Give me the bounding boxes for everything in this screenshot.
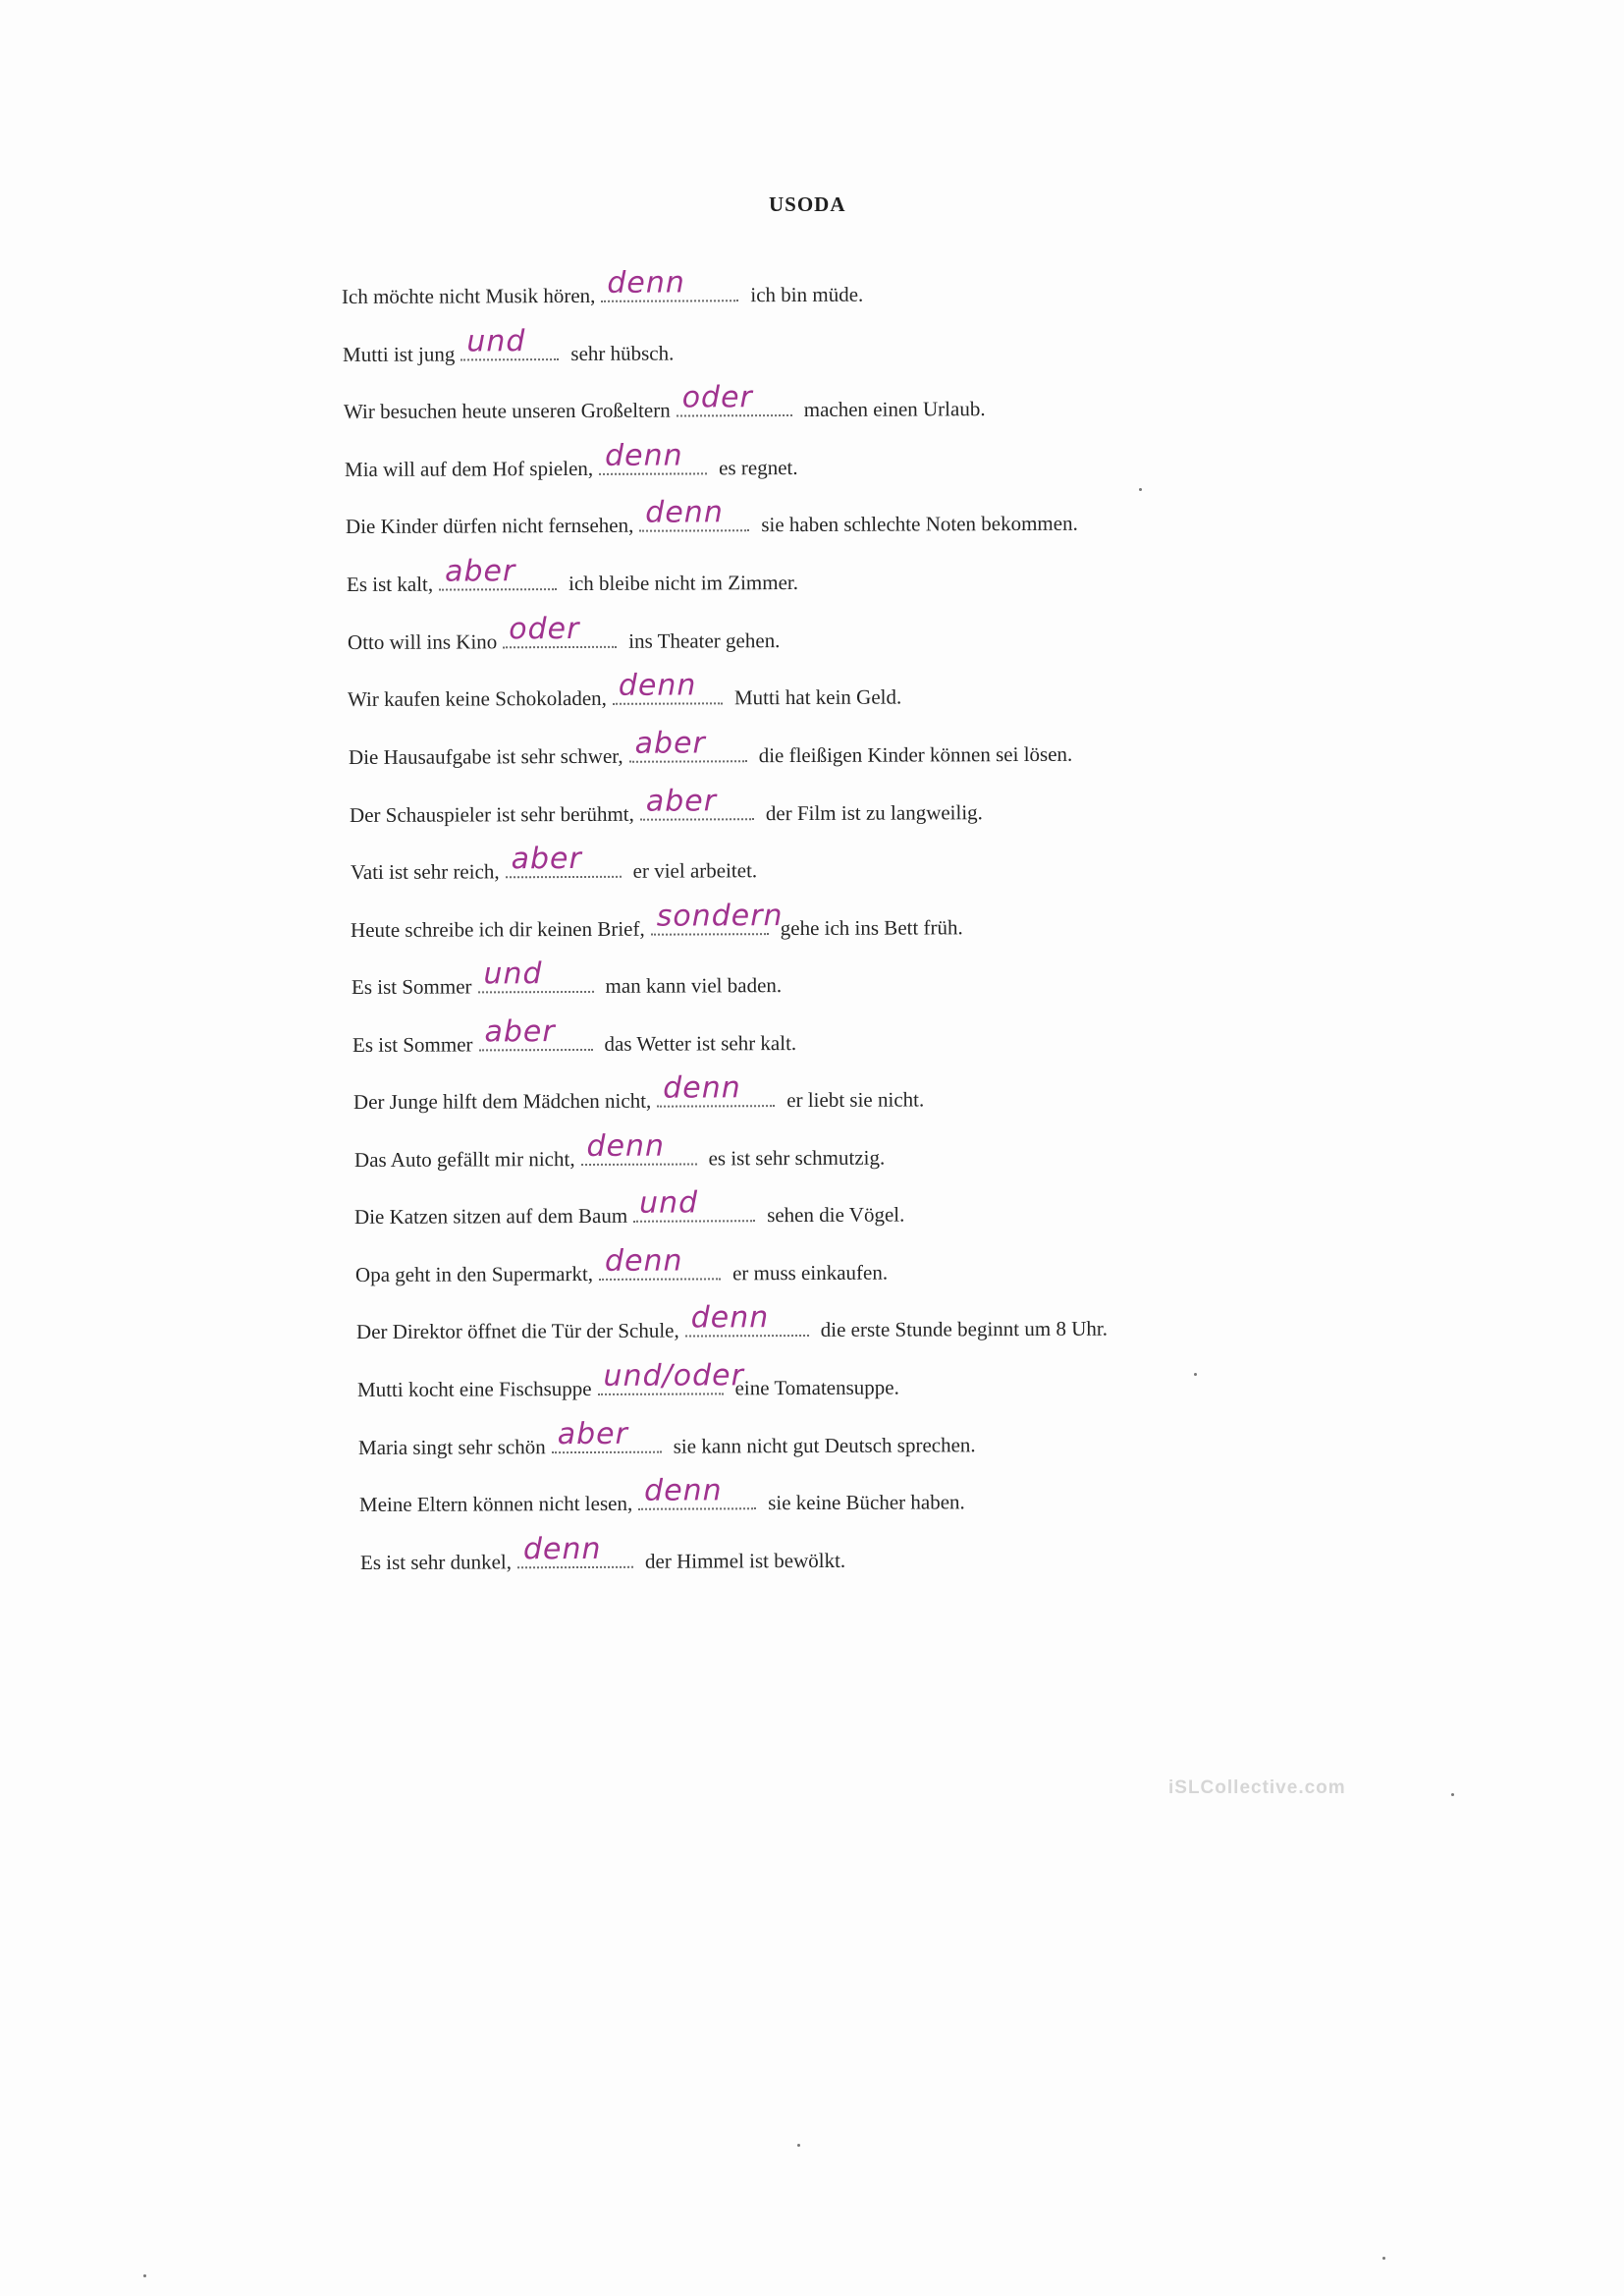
sentence-text-before: Opa geht in den Supermarkt, <box>354 1261 594 1286</box>
sentence-line <box>356 1358 899 1402</box>
sentence-line <box>342 324 675 367</box>
sentence-text-before: Wir kaufen keine Schokoladen, <box>347 685 607 711</box>
sentence-text-after: die erste Stunde beginnt um 8 Uhr. <box>820 1316 1108 1341</box>
handwritten-answer: denn <box>604 1243 683 1279</box>
watermark: iSLCollective.com <box>1168 1777 1346 1798</box>
answer-blank <box>640 784 754 821</box>
sentence-line <box>347 668 902 712</box>
sentence-text-after: es ist sehr schmutzig. <box>708 1145 886 1171</box>
sentence-text-after: der Film ist zu langweilig. <box>765 800 983 826</box>
scan-speck <box>1382 2257 1385 2260</box>
answer-blank <box>597 1358 744 1395</box>
sentence-line <box>344 438 798 482</box>
sentence-text-before: Otto will ins Kino <box>347 629 498 654</box>
sentence-line <box>351 957 783 1000</box>
answer-blank <box>503 611 617 649</box>
handwritten-answer: und <box>466 324 526 359</box>
handwritten-answer: aber <box>645 784 718 819</box>
sentence-line <box>352 1014 797 1058</box>
sentence-line <box>348 726 1073 770</box>
sentence-text-before: Wir besuchen heute unseren Großeltern <box>343 398 671 423</box>
sentence-text-after: sie kann nicht gut Deutsch sprechen. <box>673 1433 976 1458</box>
answer-blank <box>552 1416 662 1453</box>
handwritten-answer: aber <box>444 554 516 589</box>
answer-blank <box>651 899 784 936</box>
sentence-text-before: Mutti kocht eine Fischsuppe <box>356 1376 592 1401</box>
sentence-text-after: eine Tomatensuppe. <box>734 1375 899 1400</box>
answer-blank <box>633 1185 755 1223</box>
sentence-text-after: Mutti hat kein Geld. <box>733 684 902 710</box>
sentence-text-before: Es ist Sommer <box>351 974 472 999</box>
sentence-text-before: Die Katzen sitzen auf dem Baum <box>353 1203 628 1229</box>
sentence-text-before: Der Direktor öffnet die Tür der Schule, <box>355 1318 679 1343</box>
answer-blank <box>685 1300 809 1338</box>
answer-blank <box>601 265 738 302</box>
sentence-line <box>350 899 963 943</box>
sentence-line <box>359 1531 846 1575</box>
sentence-text-before: Vati ist sehr reich, <box>350 859 500 884</box>
handwritten-answer: denn <box>586 1128 666 1164</box>
sentence-text-after: es regnet. <box>719 455 798 480</box>
handwritten-answer: und/oder <box>603 1358 744 1394</box>
sentence-text-after: ich bleibe nicht im Zimmer. <box>568 570 799 596</box>
handwritten-answer: aber <box>557 1416 628 1452</box>
sentence-text-before: Es ist sehr dunkel, <box>359 1550 513 1574</box>
answer-blank <box>439 554 557 591</box>
sentence-text-before: Das Auto gefällt mir nicht, <box>353 1147 575 1172</box>
handwritten-answer: denn <box>607 265 685 301</box>
sentence-text-after: er viel arbeitet. <box>632 858 758 883</box>
handwritten-answer: denn <box>522 1531 602 1567</box>
sentence-line <box>353 1128 886 1173</box>
scan-speck <box>1139 488 1142 491</box>
sentence-text-before: Die Hausaufgabe ist sehr schwer, <box>348 743 623 769</box>
sentence-line <box>358 1473 965 1517</box>
sentence-text-before: Mia will auf dem Hof spielen, <box>344 456 594 481</box>
sentence-line <box>345 495 1078 539</box>
sentence-text-after: sehen die Vögel. <box>767 1202 905 1228</box>
handwritten-answer: oder <box>509 611 580 647</box>
handwritten-answer: denn <box>645 495 724 530</box>
sentence-line <box>346 554 799 597</box>
answer-blank <box>580 1128 696 1166</box>
handwritten-answer: denn <box>690 1300 770 1336</box>
sentence-text-after: ich bin müde. <box>750 282 864 307</box>
sentence-line <box>349 784 983 828</box>
sentence-text-after: man kann viel baden. <box>605 973 783 998</box>
sentence-text-after: ins Theater gehen. <box>628 629 781 653</box>
sentence-line <box>347 611 781 655</box>
sentence-text-before: Es ist Sommer <box>352 1032 473 1057</box>
sentence-line <box>354 1243 889 1287</box>
sentence-line <box>350 841 758 885</box>
sentence-text-before: Meine Eltern können nicht lesen, <box>358 1491 633 1516</box>
answer-blank <box>460 324 559 360</box>
sentence-text-after: er muss einkaufen. <box>731 1260 889 1285</box>
sentence-line <box>357 1416 976 1460</box>
handwritten-answer: aber <box>634 726 706 761</box>
handwritten-answer: denn <box>663 1070 741 1106</box>
answer-blank <box>477 957 593 994</box>
sentence-text-before: Der Junge hilft dem Mädchen nicht, <box>352 1088 652 1114</box>
handwritten-answer: denn <box>644 1473 723 1508</box>
sentence-text-after: der Himmel ist bewölkt. <box>644 1548 846 1573</box>
sentence-line <box>352 1070 925 1115</box>
sentence-text-before: Ich möchte nicht Musik hören, <box>341 283 596 308</box>
sentence-text-after: er liebt sie nicht. <box>786 1087 925 1113</box>
sentence-text-before: Mutti ist jung <box>342 342 456 366</box>
sentence-text-before: Es ist kalt, <box>346 572 434 596</box>
scan-speck <box>143 2274 146 2277</box>
answer-blank <box>599 438 707 474</box>
sentence-text-after: das Wetter ist sehr kalt. <box>604 1031 797 1056</box>
sentence-text-before: Der Schauspieler ist sehr berühmt, <box>349 801 634 827</box>
answer-blank <box>613 668 723 704</box>
scan-speck <box>1451 1793 1454 1796</box>
handwritten-answer: sondern <box>656 899 784 934</box>
handwritten-answer: denn <box>618 668 697 703</box>
answer-blank <box>639 495 749 531</box>
answer-blank <box>599 1243 721 1281</box>
handwritten-answer: aber <box>484 1014 556 1050</box>
sentence-text-after: sie haben schlechte Noten bekommen. <box>761 511 1078 537</box>
answer-blank <box>629 726 747 763</box>
scan-speck <box>797 2144 800 2147</box>
sentence-text-after: sie keine Bücher haben. <box>768 1490 965 1515</box>
sentence-text-after: die fleißigen Kinder können sei lösen. <box>758 741 1073 768</box>
sentence-text-before: Die Kinder dürfen nicht fernsehen, <box>345 513 634 538</box>
scan-speck <box>1194 1373 1197 1376</box>
handwritten-answer: denn <box>604 438 683 473</box>
worksheet-title: USODA <box>769 192 846 216</box>
handwritten-answer: und <box>483 957 543 992</box>
answer-blank <box>506 841 622 879</box>
sentence-line <box>353 1185 905 1230</box>
answer-blank <box>657 1070 775 1108</box>
sentence-text-before: Maria singt sehr schön <box>357 1435 546 1459</box>
sentence-text-before: Heute schreibe ich dir keinen Brief, <box>350 916 645 942</box>
answer-blank <box>517 1531 633 1569</box>
sentence-line <box>341 265 864 309</box>
handwritten-answer: oder <box>681 380 753 415</box>
sentence-text-after: sehr hübsch. <box>570 341 675 365</box>
answer-blank <box>638 1473 756 1510</box>
handwritten-answer: aber <box>511 841 582 877</box>
answer-blank <box>478 1014 592 1052</box>
sentence-text-after: gehe ich ins Bett früh. <box>780 915 963 941</box>
answer-blank <box>677 380 792 417</box>
sentence-line <box>355 1300 1108 1344</box>
handwritten-answer: und <box>639 1185 699 1221</box>
sentence-text-after: machen einen Urlaub. <box>803 397 986 421</box>
sentence-line <box>343 380 986 424</box>
